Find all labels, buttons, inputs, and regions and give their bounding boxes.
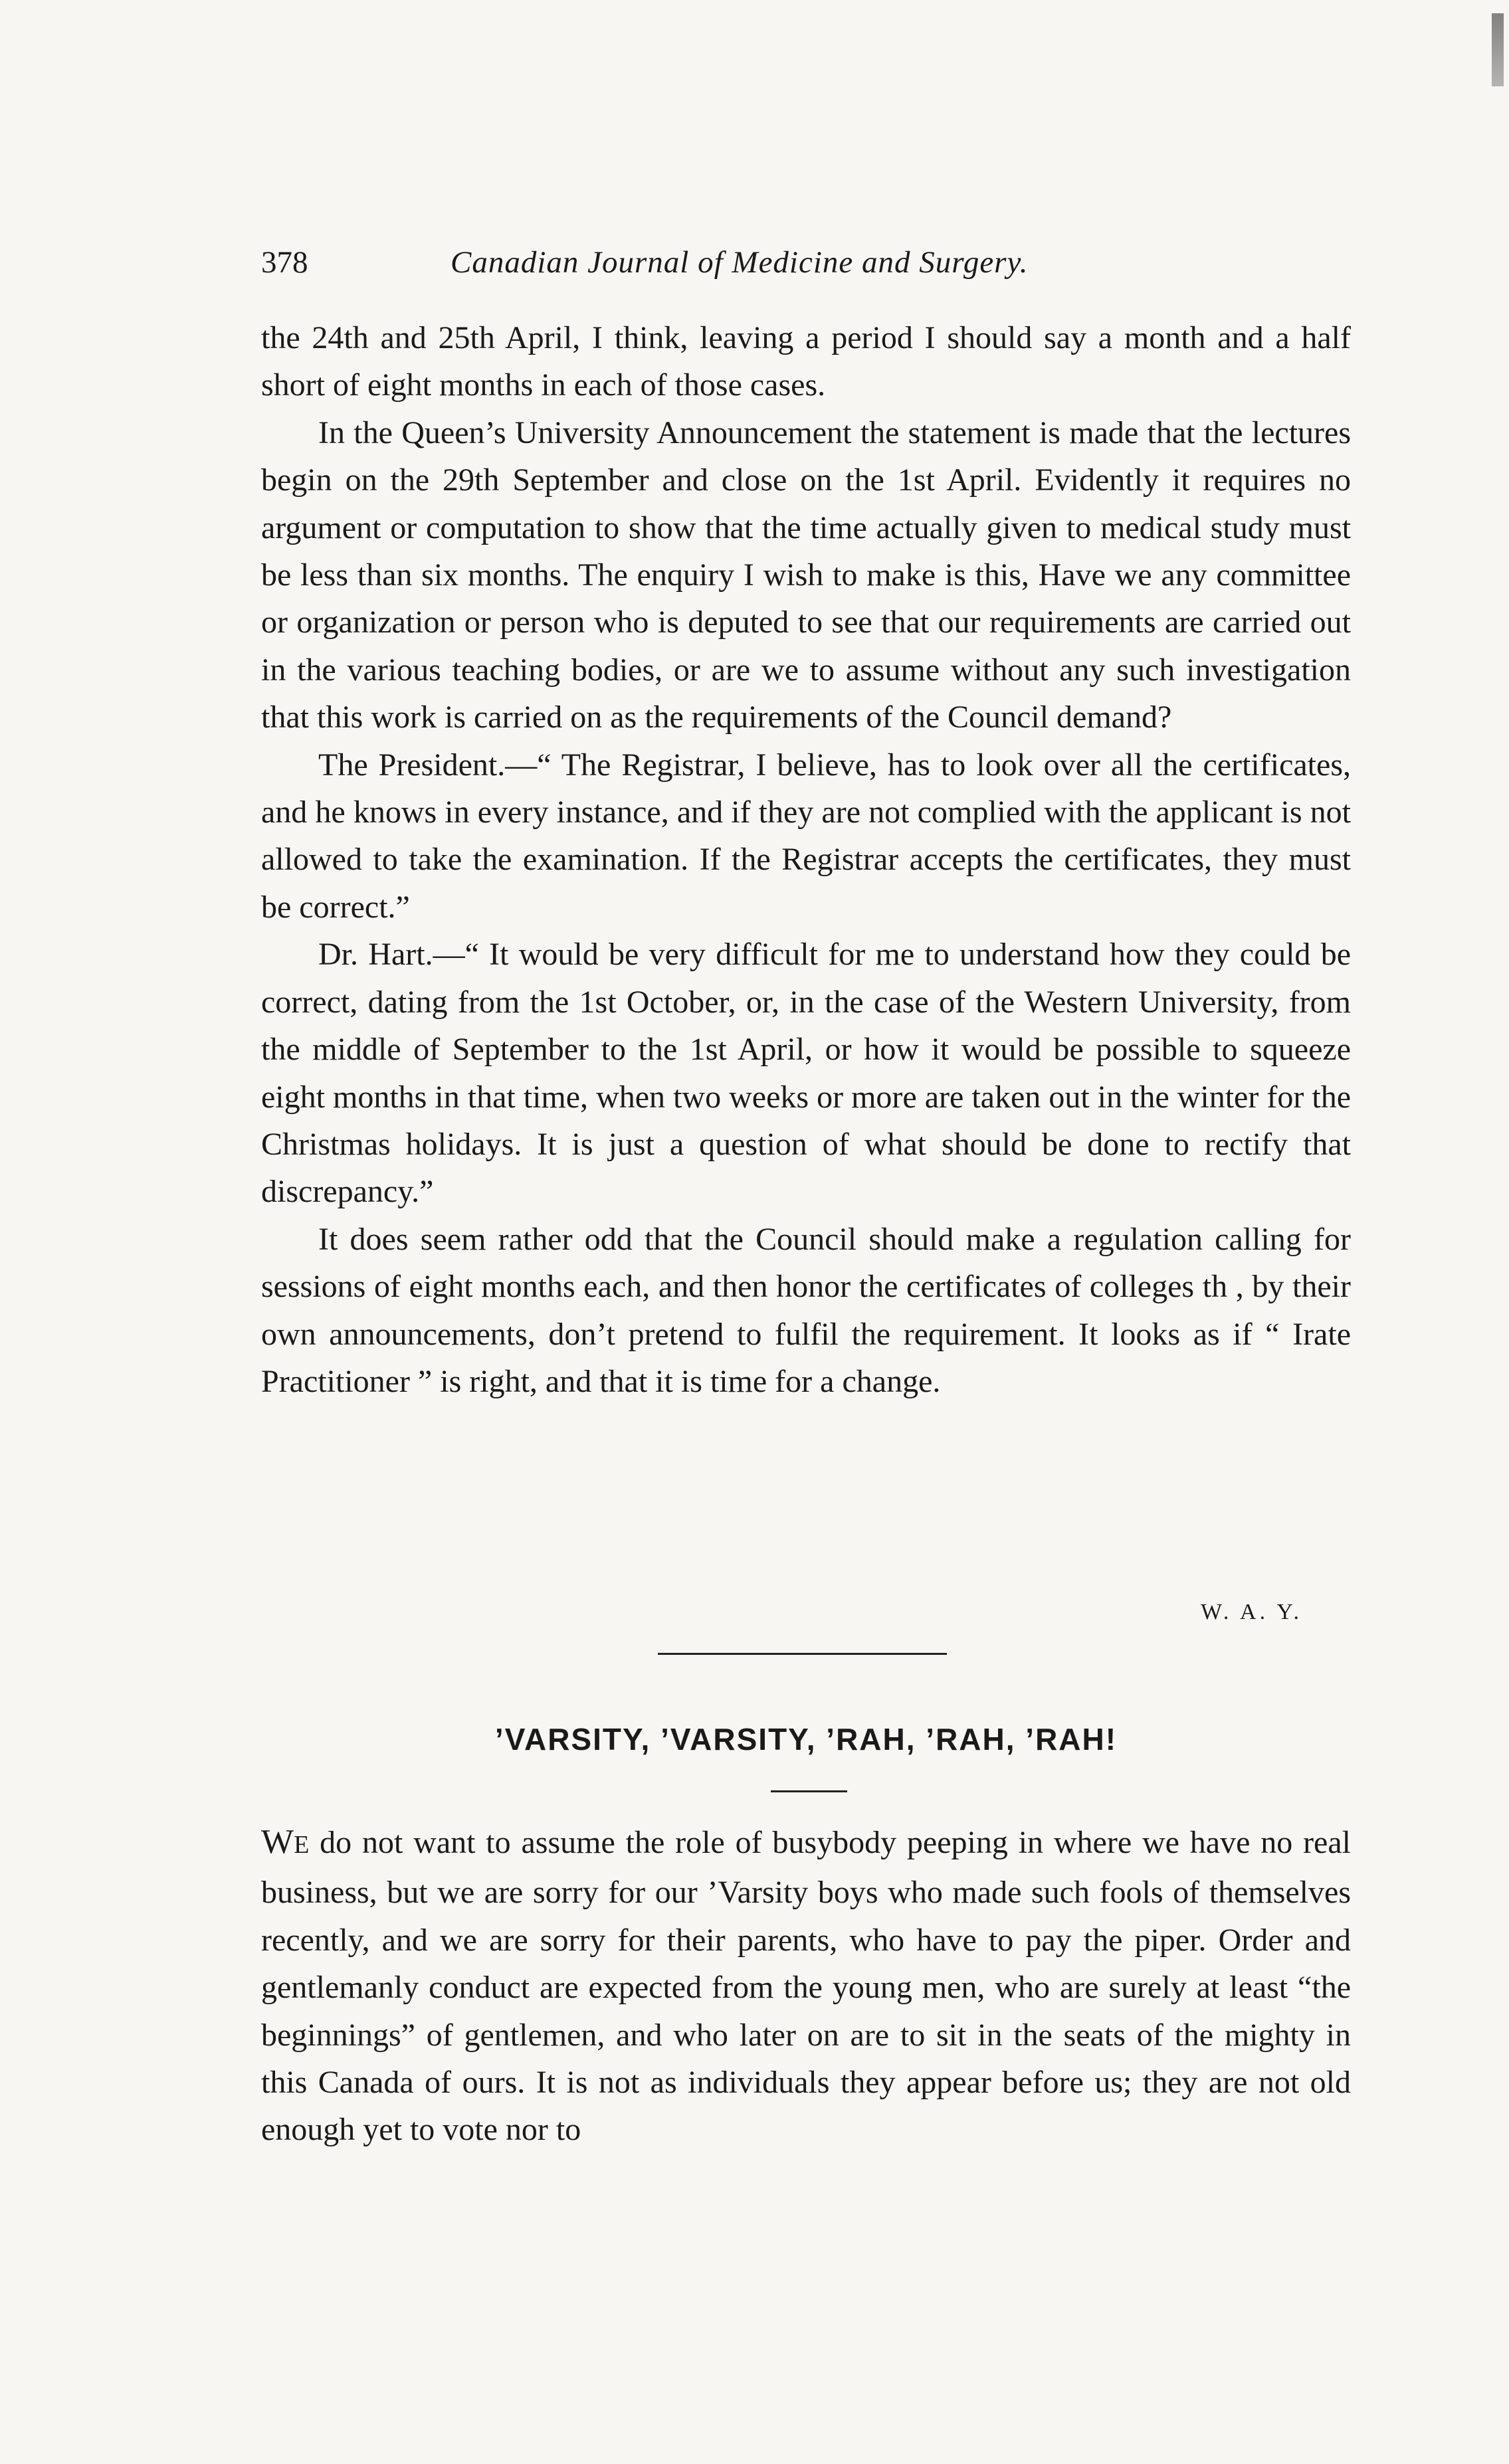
paragraph-text: do not want to assume the role of busybody peeping in where we have no real business, but we are sorry for our ’Varsity boys who made such fools of themselves recently, and we are sorry for their parents, who have to pay the piper. Order and gentlemanly conduct are expected from the young men, who are surely at least “the beginnings” of gentlemen, and who later on are to sit in the seats of the mighty in this Canada of ours. It is not as individuals they appear before us; they are not old enough yet to vote nor to — [261, 1825, 1351, 2148]
section-heading: ’VARSITY, ’VARSITY, ’RAH, ’RAH, ’RAH! — [494, 1722, 1118, 1756]
paragraph: The President.—“ The Registrar, I believe, has to look over all the certificates, and he knows in every instance, and if they are not complied with the applicant is not allowed to take the examination. If the Registrar accepts the certificates, they must be correct.” — [261, 747, 1351, 925]
article-body-upper — [261, 314, 1351, 1405]
section-divider — [658, 1653, 947, 1655]
paragraph: the 24th and 25th April, I think, leaving a period I should say a month and a half short of eight months in each of those cases. — [261, 320, 1351, 403]
scan-edge-mark — [1492, 13, 1504, 86]
page-number: 378 — [261, 245, 308, 280]
author-signature: W. A. Y. — [1200, 1600, 1302, 1624]
article-body-lower — [261, 1818, 1351, 2154]
paragraph: It does seem rather odd that the Council should make a regulation calling for sessions of eight months each, and then honor the certificates of colleges th , by their own announcements, don’t pretend to fulfil the requirement. It looks as if “ Irate Practitioner ” is right, and that it is time for a change. — [261, 1221, 1351, 1399]
heading-underline — [771, 1790, 847, 1792]
small-caps-rest: E — [294, 1831, 310, 1859]
paragraph — [261, 1818, 1351, 2154]
paragraph: In the Queen’s University Announcement the statement is made that the lectures begin on the 29th September and close on the 1st April. Evidently it requires no argument or computation to show that the time actually given to medical study must be less than six months. The enquiry I wish to make is this, Have we any committee or organization or person who is deputed to see that our requirements are carried out in the various teaching bodies, or are we to assume without any such investigation that this work is carried on as the requirements of the Council demand? — [261, 415, 1351, 735]
journal-title: Canadian Journal of Medicine and Surgery. — [451, 245, 1029, 280]
paragraph: Dr. Hart.—“ It would be very difficult for me to understand how they could be correct, dating from the 1st October, or, in the case of the Western University, from the middle of September to the 1st April, or how it would be possible to squeeze eight months in that time, when two weeks or more are taken out in the winter for the Christmas holidays. It is just a question of what should be done to rectify that discrepancy.” — [261, 937, 1351, 1210]
running-header — [261, 239, 1358, 286]
small-caps-first-letter: W — [261, 1823, 294, 1861]
